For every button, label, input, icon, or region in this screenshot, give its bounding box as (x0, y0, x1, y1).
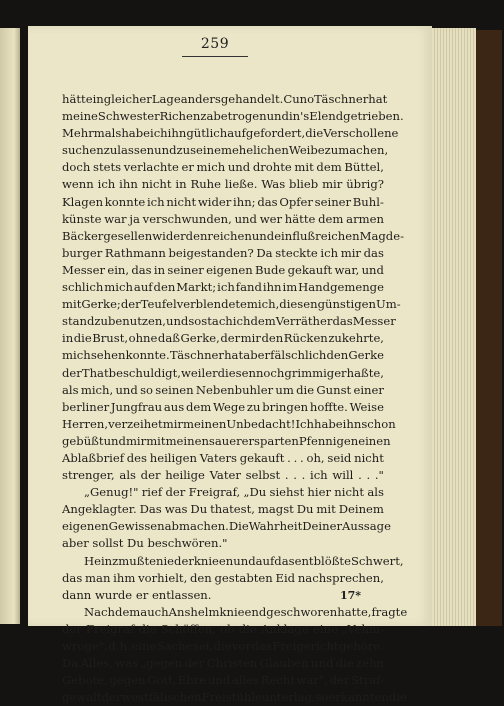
text-line: berliner Jungfrau aus dem Wege zu bringen hoffte. Weise (62, 399, 384, 414)
text-line: mich sehen konnte. Täschner hat aber fälschlich den Gerke (62, 348, 384, 363)
text-line: der Freigraf die Schöffen, ob die Anklage eine „Vehm- (62, 621, 384, 636)
left-page-edge (0, 28, 20, 624)
text-line: Bäckergesellen wider den reichen und einflußreichen Magde- (62, 228, 404, 243)
text-line: hätte in gleicher Lage anders gehandelt. Cuno Täschner hat (62, 92, 388, 106)
text-line: künste war ja verschwunden, und wer hätte dem armen (62, 211, 384, 226)
text-line: Herren, verzeihet mir meinen Unbedacht! Ich habe ihn schon (62, 416, 396, 431)
text-line: mit Gerke; der Teufel verblendete mich, diesen günstigen Um- (62, 297, 401, 312)
text-line: burger Rathmann beigestanden? Da steckte ich mir das (62, 245, 384, 260)
text-line: Angeklagter. Das was Du thatest, magst Du mit Deinem (62, 502, 384, 517)
text-line: Nachdem auch Anshelm knieend geschworen hatte, fragte (84, 604, 408, 619)
text-line: der That beschuldigt, weil er diesen noch grimmiger haßte, (62, 365, 384, 380)
text-line: dann wurde er entlassen. (62, 587, 212, 602)
text-line: suchen zu lassen und zu seinem ehelichen Weibe zu machen, (62, 143, 389, 158)
page-number: 259 (200, 36, 230, 52)
signature-mark: 17* (340, 589, 362, 602)
text-line: schlich mich auf den Markt; ich fand ihn im Handgemenge (62, 280, 384, 295)
text-line: gebüßt und mir mit meinen sauer ersparten Pfennigen einen (62, 433, 391, 448)
text-line: Heinz mußte niederknieen und auf das entblößte Schwert, (84, 553, 404, 568)
text-line: wroge", d. h. eine Sache sei, die vor das Freigericht gehöre. (62, 639, 384, 653)
text-line: Messer ein, das in seiner eigenen Bude gekauft war, und (62, 262, 384, 277)
page-number-rule (182, 56, 248, 57)
text-line: Klagen konnte ich nicht wider ihn; das Opfer seiner Buhl- (62, 194, 384, 209)
text-line: als mich, und so seinen Nebenbuhler um die Gunst einer (62, 382, 384, 397)
text-line: strenger, als der heilige Vater selbst . . . ich will . . ." (62, 468, 384, 483)
page-stack-edge (432, 28, 476, 626)
text-line: doch stets verlachte er mich und drohte mit dem Büttel, (62, 160, 384, 175)
text-line: gewalt der westfälischen Freistühle unterlag, so erkannten die (62, 690, 407, 705)
text-line: eigenen Gewissen abmachen. Die Wahrheit Deiner Aussage (62, 519, 391, 534)
text-line: wenn ich ihn nicht in Ruhe ließe. Was blieb mir übrig? (62, 177, 384, 192)
book-cover (476, 30, 502, 626)
text-line: Mehrmals habe ich ihn gütlich aufgefordert, die Verschollene (62, 126, 399, 141)
text-line: Da Alles, was „gegen der Christen Glauben und die zehn (62, 656, 384, 671)
body-text (62, 91, 408, 706)
text-line: Gebote, gegen Gott, Ehre und alles Recht war", der Straf- (62, 673, 384, 688)
text-line: in die Brust, ohne daß Gerke, der mir den Rücken zukehrte, (62, 331, 384, 346)
text-line: das man ihm vorhielt, den gestabten Eid nachsprechen, (62, 570, 384, 585)
text-line: „Genug!" rief der Freigraf, „Du siehst hier nicht als (84, 485, 384, 500)
text-line: stand zu benutzen, und so stach ich dem Verräther das Messer (62, 314, 396, 329)
text-line: meine Schwester Richenza betrogen und in's Elend getrieben. (62, 109, 404, 124)
text-line: Ablaßbrief des heiligen Vaters gekauft . . . oh, seid nicht (62, 450, 384, 465)
text-line: aber sollst Du beschwören." (62, 536, 228, 551)
